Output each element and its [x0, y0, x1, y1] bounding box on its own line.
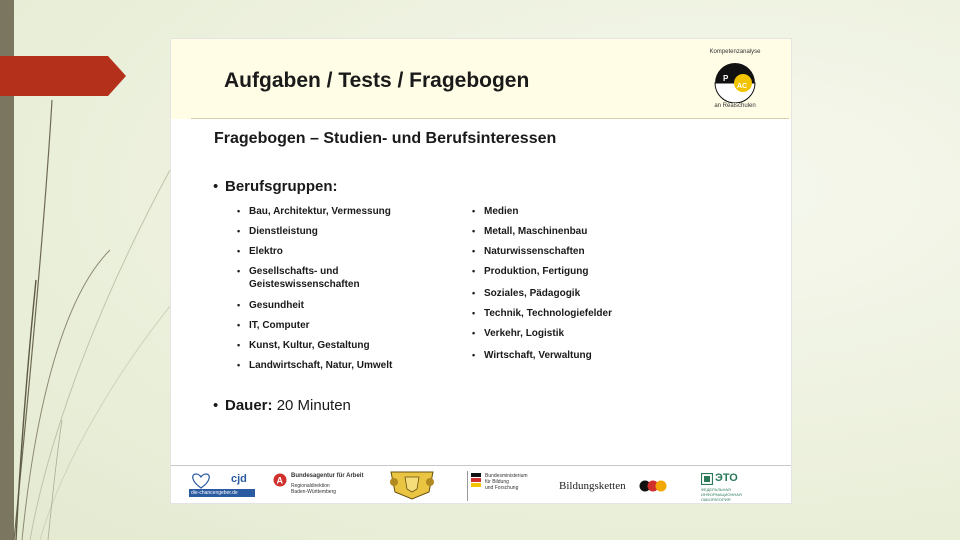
list-item-continuation: Geisteswissenschaften	[249, 279, 360, 290]
list-item: • Medien	[472, 206, 519, 217]
slide-image	[170, 38, 792, 504]
section-label: Berufsgruppen:	[225, 178, 338, 195]
state-coat-of-arms-icon	[385, 468, 439, 500]
list-item: • Wirtschaft, Verwaltung	[472, 350, 592, 361]
header-divider	[191, 118, 789, 119]
red-arrow-tab	[0, 56, 126, 96]
bmbf-logo: Bundesministerium für Bildung und Forschung	[467, 471, 537, 499]
list-item: • Gesundheit	[237, 300, 305, 311]
ba-icon	[273, 473, 287, 487]
list-item: • Produktion, Fertigung	[472, 266, 589, 277]
list-item: • Soziales, Pädagogik	[472, 288, 581, 299]
logo-bottom-text: an Realschulen	[714, 103, 756, 109]
eagle-icon	[471, 473, 481, 487]
logo-top-text: Kompetenzanalyse	[709, 49, 761, 55]
logo-mark-left: P	[723, 74, 729, 83]
smto-logo: ЭТО ФЕДЕРАЛЬНАЯ ИНФОРМАЦИОННАЯ ЛАБОРАТОРИЯ	[701, 472, 742, 502]
partner-logos-footer	[171, 467, 791, 503]
list-item: • Dienstleistung	[237, 226, 318, 237]
cjd-logo	[189, 471, 255, 499]
svg-text:A: A	[276, 475, 283, 486]
logo-mark-right: AC	[737, 83, 748, 90]
duration-value: 20 Minuten	[276, 397, 351, 414]
list-item: • Metall, Maschinenbau	[472, 226, 588, 237]
chain-icon	[639, 479, 675, 493]
bildungsketten-logo: Bildungsketten	[559, 471, 679, 499]
list-item: • Technik, Technologiefelder	[472, 308, 612, 319]
bullet-marker: •	[213, 178, 219, 195]
list-item: • Naturwissenschaften	[472, 246, 585, 257]
cjd-mark: cjd	[231, 473, 247, 485]
section-heading	[213, 178, 338, 195]
cjd-caption: die-chancengeber.de	[189, 489, 255, 497]
slide-subtitle: Fragebogen – Studien- und Berufsinteressen	[214, 130, 557, 147]
list-item: • Verkehr, Logistik	[472, 328, 565, 339]
bundesagentur-logo: A Bundesagentur für Arbeit Regionaldirektion Baden-Württemberg	[273, 471, 373, 499]
list-item: • Landwirtschaft, Natur, Umwelt	[237, 360, 393, 371]
logo-mark-icon	[713, 57, 757, 103]
slide-title: Aufgaben / Tests / Fragebogen	[224, 69, 530, 92]
list-item: • Elektro	[237, 246, 283, 257]
list-item: • Bau, Architektur, Vermessung	[237, 206, 391, 217]
list-item: • IT, Computer	[237, 320, 310, 331]
smto-icon	[701, 473, 713, 485]
footer-divider	[171, 465, 791, 466]
duration-label: Dauer:	[225, 397, 273, 414]
list-item: • Gesellschafts- und	[237, 266, 339, 277]
cjd-heart-icon	[189, 473, 213, 489]
duration-line: • Dauer: 20 Minuten	[213, 397, 351, 414]
kompetenzanalyse-logo	[701, 49, 769, 113]
list-item: • Kunst, Kultur, Gestaltung	[237, 340, 370, 351]
